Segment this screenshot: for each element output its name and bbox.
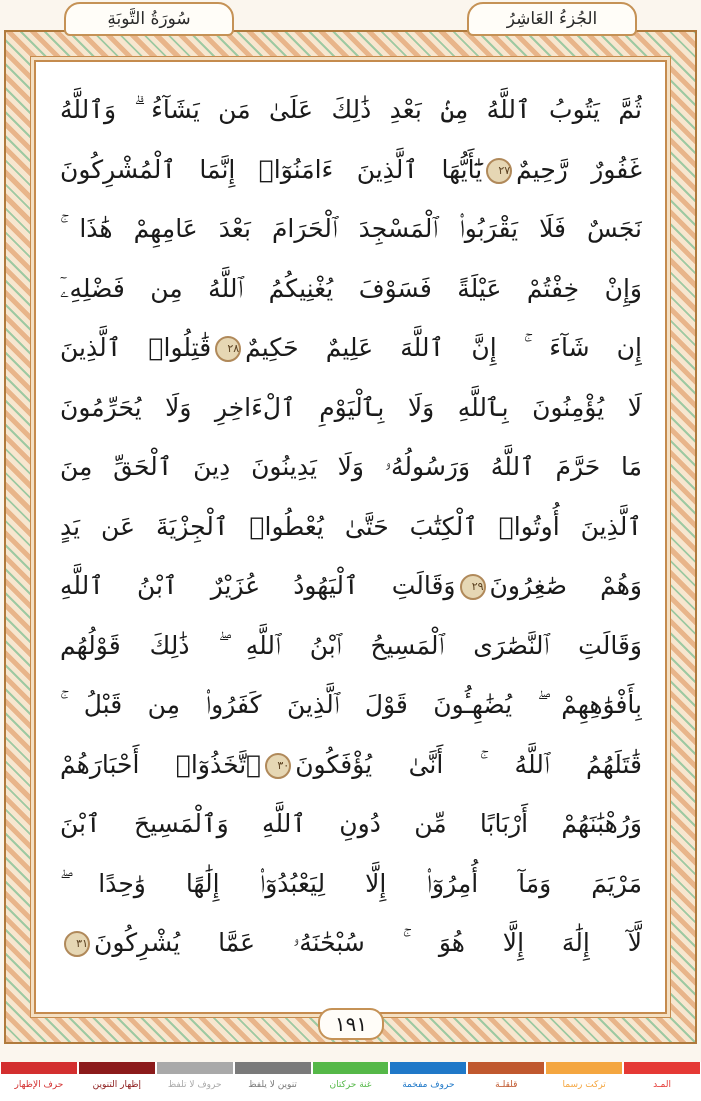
legend-color-swatch (1, 1062, 77, 1074)
verse-text: مَرْيَمَ وَمَآ أُمِرُوٓا۟ إِلَّا لِيَعْبُدُوٓا۟ إِلَٰهًا وَٰحِدًا ۖ (60, 868, 642, 898)
legend-label: تنوين لا يلفظ (248, 1080, 297, 1090)
legend-item (78, 1062, 156, 1101)
legend-item (389, 1062, 467, 1101)
verse-line-13 (60, 794, 642, 854)
verse-text: وَقَالَتِ ٱلنَّصَٰرَى ٱلْمَسِيحُ ٱبْنُ ٱللَّهِ ۖ ذَٰلِكَ قَوْلُهُم (60, 630, 642, 660)
verse-line-5 (60, 318, 642, 378)
verse-line-1 (60, 80, 642, 140)
legend-color-swatch (235, 1062, 311, 1074)
legend-color-swatch (79, 1062, 155, 1074)
legend-color-swatch (390, 1062, 466, 1074)
verse-line-7 (60, 437, 642, 497)
verse-text: وَإِنْ خِفْتُمْ عَيْلَةً فَسَوْفَ يُغْنِيكُمُ ٱللَّهُ مِن فَضْلِهِۦٓ (60, 273, 642, 303)
legend-item (234, 1062, 312, 1101)
legend-item (156, 1062, 234, 1101)
verse-line-10 (60, 616, 642, 676)
ayah-number-marker: ٢٩ (460, 574, 486, 600)
verse-text: ٱتَّخَذُوٓا۟ أَحْبَارَهُمْ (60, 749, 262, 779)
verse-line-4 (60, 259, 642, 319)
legend-item (545, 1062, 623, 1101)
tajweed-color-legend (0, 1062, 701, 1101)
verse-text: قَٰتَلَهُمُ ٱللَّهُ ۚ أَنَّىٰ يُؤْفَكُونَ (295, 749, 642, 779)
verse-text: لَا يُؤْمِنُونَ بِٱللَّهِ وَلَا بِٱلْيَوْمِ ٱلْءَاخِرِ وَلَا يُحَرِّمُونَ (60, 392, 642, 422)
verse-line-6 (60, 378, 642, 438)
verse-text: وَرُهْبَٰنَهُمْ أَرْبَابًا مِّن دُونِ ٱللَّهِ وَٱلْمَسِيحَ ٱبْنَ (60, 809, 642, 838)
legend-item (623, 1062, 701, 1101)
surah-name-header: سُورَةُ التَّوبَةِ (64, 2, 234, 36)
verse-text: ٱلَّذِينَ أُوتُوا۟ ٱلْكِتَٰبَ حَتَّىٰ يُعْطُوا۟ ٱلْجِزْيَةَ عَن يَدٍ (60, 511, 642, 541)
verse-text: يَٰٓأَيُّهَا ٱلَّذِينَ ءَامَنُوٓا۟ إِنَّمَا ٱلْمُشْرِكُونَ (60, 154, 483, 184)
verse-text: لَّآ إِلَٰهَ إِلَّا هُوَ ۚ سُبْحَٰنَهُۥ عَمَّا يُشْرِكُونَ (94, 928, 642, 957)
verse-text: مَا حَرَّمَ ٱللَّهُ وَرَسُولُهُۥ وَلَا يَدِينُونَ دِينَ ٱلْحَقِّ مِنَ (60, 452, 642, 481)
legend-color-swatch (313, 1062, 389, 1074)
ayah-number-marker: ٣٠ (265, 753, 291, 779)
verse-line-15 (60, 913, 642, 973)
verse-line-2 (60, 140, 642, 200)
legend-color-swatch (157, 1062, 233, 1074)
verse-line-11 (60, 675, 642, 735)
legend-label: حروف لا تلفظ (167, 1080, 222, 1090)
legend-label: حروف مفخمة (402, 1080, 455, 1090)
legend-label: المـد (653, 1080, 671, 1090)
verse-text: نَجَسٌ فَلَا يَقْرَبُوا۟ ٱلْمَسْجِدَ ٱلْحَرَامَ بَعْدَ عَامِهِمْ هَٰذَا ۚ (60, 214, 642, 243)
verse-line-9 (60, 556, 642, 616)
legend-color-swatch (468, 1062, 544, 1074)
juz-name-header: الجُزءُ العَاشِرُ (467, 2, 637, 36)
legend-label: قلقلـة (495, 1080, 518, 1090)
ayah-number-marker: ٢٧ (486, 158, 512, 184)
verse-text: ثُمَّ يَتُوبُ ٱللَّهُ مِنۢ بَعْدِ ذَٰلِكَ عَلَىٰ مَن يَشَآءُ ۗ وَٱللَّهُ (60, 95, 642, 124)
page-number: ١٩١ (318, 1008, 384, 1040)
legend-item (0, 1062, 78, 1101)
verse-text: إِن شَآءَ ۚ إِنَّ ٱللَّهَ عَلِيمٌ حَكِيمٌ (245, 333, 642, 362)
legend-color-swatch (546, 1062, 622, 1074)
verse-text: غَفُورٌ رَّحِيمٌ (516, 154, 642, 184)
legend-item (312, 1062, 390, 1101)
verse-line-12 (60, 735, 642, 795)
verse-text: وَقَالَتِ ٱلْيَهُودُ عُزَيْرٌ ٱبْنُ ٱللَّهِ (60, 571, 456, 600)
verse-text: بِأَفْوَٰهِهِمْ ۖ يُضَٰهِـُٔونَ قَوْلَ ٱلَّذِينَ كَفَرُوا۟ مِن قَبْلُ ۚ (60, 690, 642, 719)
legend-label: غنة حركتان (329, 1080, 372, 1090)
ayah-number-marker: ٢٨ (215, 336, 241, 362)
legend-label: إظهار التنوين (92, 1080, 142, 1090)
verse-line-14 (60, 854, 642, 914)
legend-label: تركت رسما (562, 1080, 606, 1090)
verse-text-area (60, 80, 642, 975)
verse-text: وَهُمْ صَٰغِرُونَ (489, 571, 642, 600)
ayah-number-marker: ٣١ (64, 931, 90, 957)
verse-text: قَٰتِلُوا۟ ٱلَّذِينَ (60, 333, 212, 362)
verse-line-8 (60, 497, 642, 557)
legend-color-swatch (624, 1062, 700, 1074)
legend-item (467, 1062, 545, 1101)
legend-label: حرف الإظهار (14, 1080, 64, 1090)
verse-line-3 (60, 199, 642, 259)
